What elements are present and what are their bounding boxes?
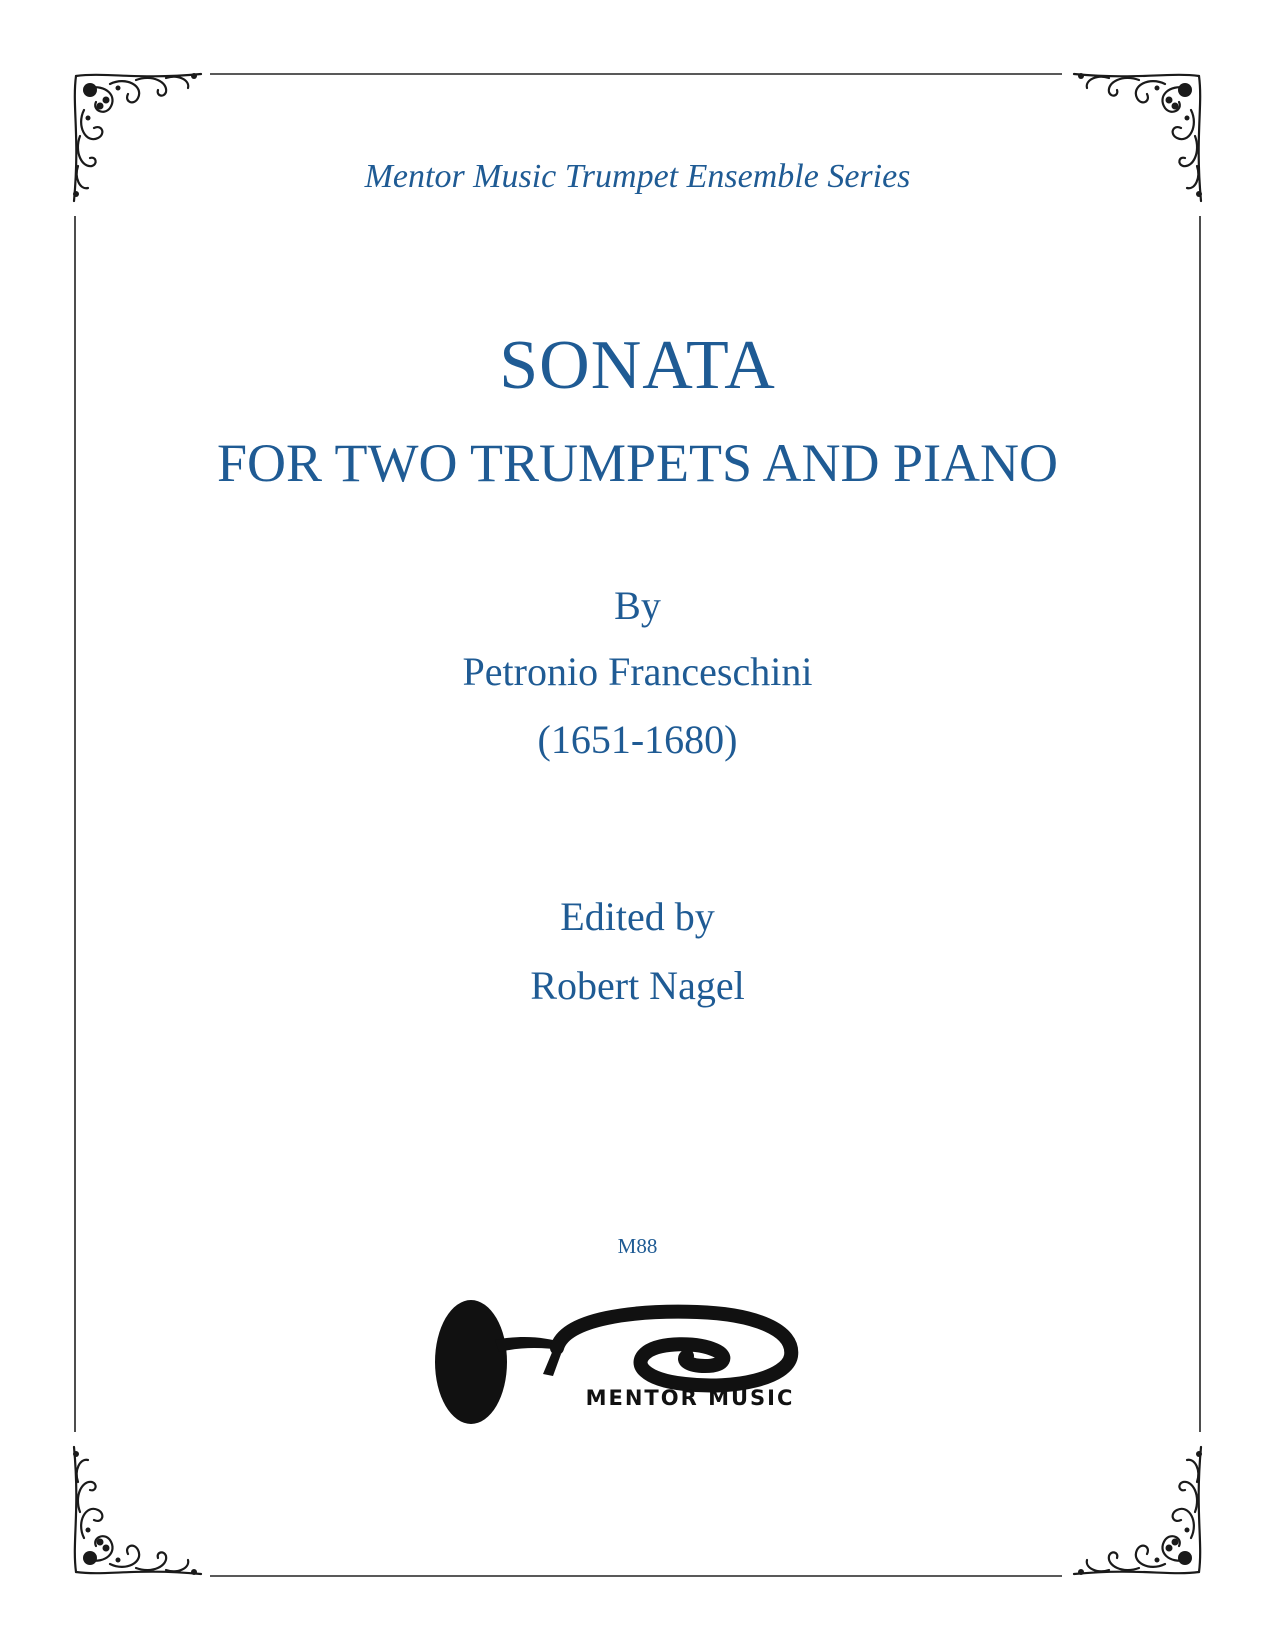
- composer-name: Petronio Franceschini: [462, 649, 813, 694]
- mentor-music-logo: [435, 1298, 835, 1458]
- series-title: Mentor Music Trumpet Ensemble Series: [364, 158, 911, 195]
- composer-dates: (1651-1680): [537, 717, 738, 762]
- publisher-logo-text: MENTOR MUSIC: [585, 1386, 795, 1410]
- corner-ornament-bottom-left: [66, 1442, 206, 1582]
- edited-by-label: Edited by: [560, 894, 715, 939]
- corner-ornament-bottom-right: [1069, 1442, 1209, 1582]
- work-title: SONATA: [499, 327, 776, 404]
- by-label: By: [614, 583, 661, 628]
- catalog-number: M88: [617, 1234, 658, 1258]
- work-subtitle: FOR TWO TRUMPETS AND PIANO: [216, 433, 1059, 493]
- editor-name: Robert Nagel: [530, 963, 745, 1008]
